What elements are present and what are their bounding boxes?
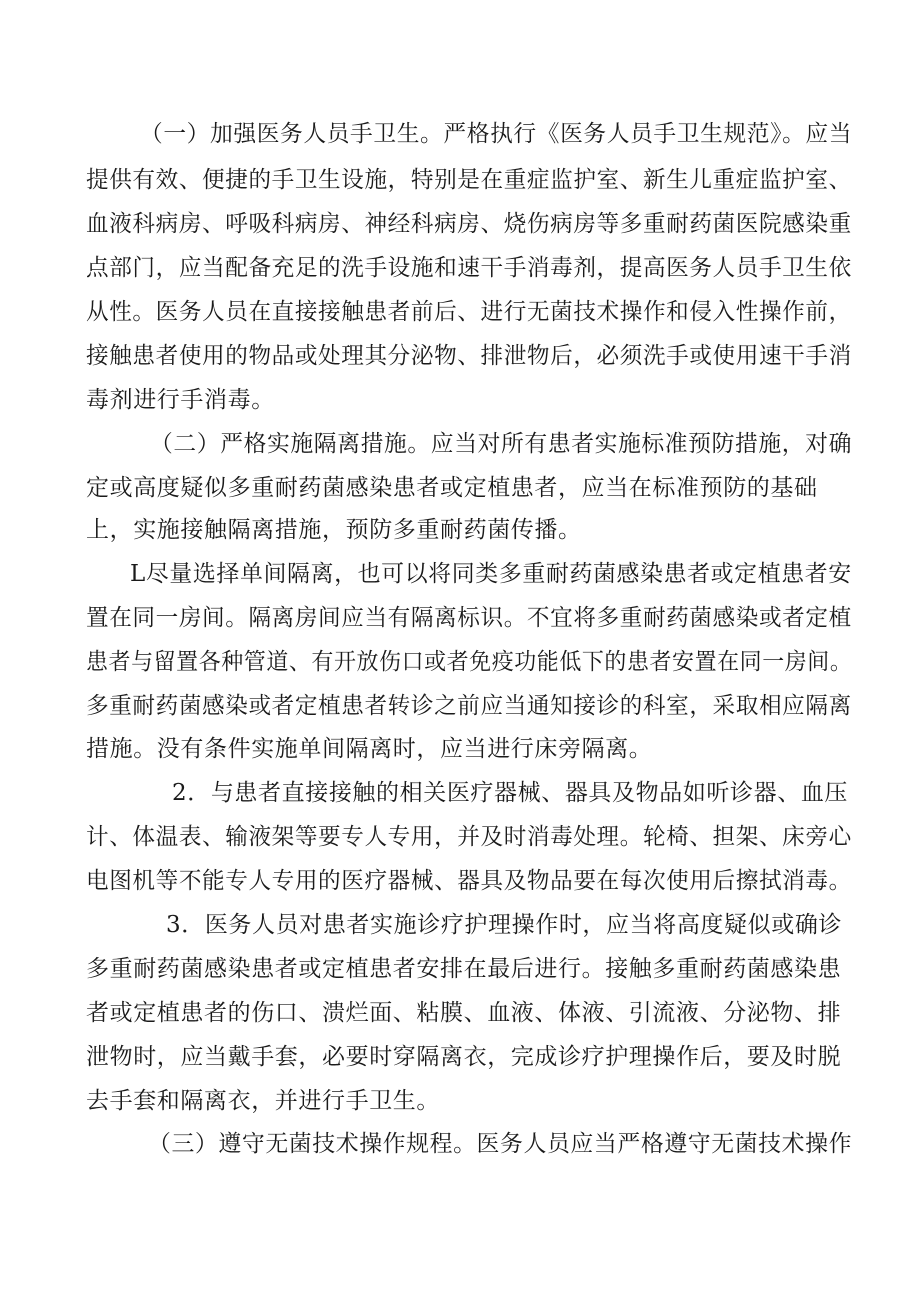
text-line-17: 计、体温表、输液架等要专人专用，并及时消毒处理。轮椅、担架、床旁心 (86, 824, 852, 850)
text-line-3: 血液科病房、呼吸科病房、神经科病房、烧伤病房等多重耐药菌医院感染重 (86, 211, 852, 237)
text-line-7: 毒剂进行手消毒。 (86, 387, 275, 413)
text-line-4: 点部门，应当配备充足的洗手设施和速干手消毒剂，提高医务人员手卫生依 (86, 255, 852, 281)
text-line-9: 定或高度疑似多重耐药菌感染患者或定植患者，应当在标准预防的基础 (86, 475, 818, 501)
text-line-23: 去手套和隔离衣，并进行手卫生。 (86, 1088, 440, 1114)
text-line-8: （二）严格实施隔离措施。应当对所有患者实施标准预防措施，对确 (150, 431, 852, 457)
text-line-10: 上，实施接触隔离措施，预防多重耐药菌传播。 (86, 517, 582, 543)
text-line-6: 接触患者使用的物品或处理其分泌物、排泄物后，必须洗手或使用速干手消 (86, 343, 852, 369)
text-line-5: 从性。医务人员在直接接触患者前后、进行无菌技术操作和侵入性操作前， (86, 299, 852, 325)
text-line-14: 多重耐药菌感染或者定植患者转诊之前应当通知接诊的科室，采取相应隔离 (86, 693, 852, 719)
text-line-24: （三）遵守无菌技术操作规程。医务人员应当严格遵守无菌技术操作 (148, 1131, 853, 1157)
text-line-16: 2．与患者直接接触的相关医疗器械、器具及物品如听诊器、血压 (172, 780, 849, 806)
text-line-15: 措施。没有条件实施单间隔离时，应当进行床旁隔离。 (86, 736, 653, 762)
text-line-19: 3．医务人员对患者实施诊疗护理操作时，应当将高度疑似或确诊 (166, 912, 843, 938)
text-line-22: 泄物时，应当戴手套，必要时穿隔离衣，完成诊疗护理操作后，要及时脱 (86, 1044, 842, 1070)
text-line-21: 者或定植患者的伤口、溃烂面、粘膜、血液、体液、引流液、分泌物、排 (86, 1000, 842, 1026)
text-line-11: L尽量选择单间隔离，也可以将同类多重耐药菌感染患者或定植患者安 (130, 561, 852, 587)
text-line-12: 置在同一房间。隔离房间应当有隔离标识。不宜将多重耐药菌感染或者定植 (86, 605, 852, 631)
text-line-1: （一）加强医务人员手卫生。严格执行《医务人员手卫生规范》。应当 (140, 121, 853, 147)
text-line-20: 多重耐药菌感染患者或定植患者安排在最后进行。接触多重耐药菌感染患 (86, 956, 842, 982)
text-line-2: 提供有效、便捷的手卫生设施，特别是在重症监护室、新生儿重症监护室、 (86, 167, 852, 193)
text-line-13: 患者与留置各种管道、有开放伤口或者免疫功能低下的患者安置在同一房间。 (86, 649, 853, 675)
text-line-18: 电图机等不能专人专用的医疗器械、器具及物品要在每次使用后擦拭消毒。 (86, 868, 852, 894)
